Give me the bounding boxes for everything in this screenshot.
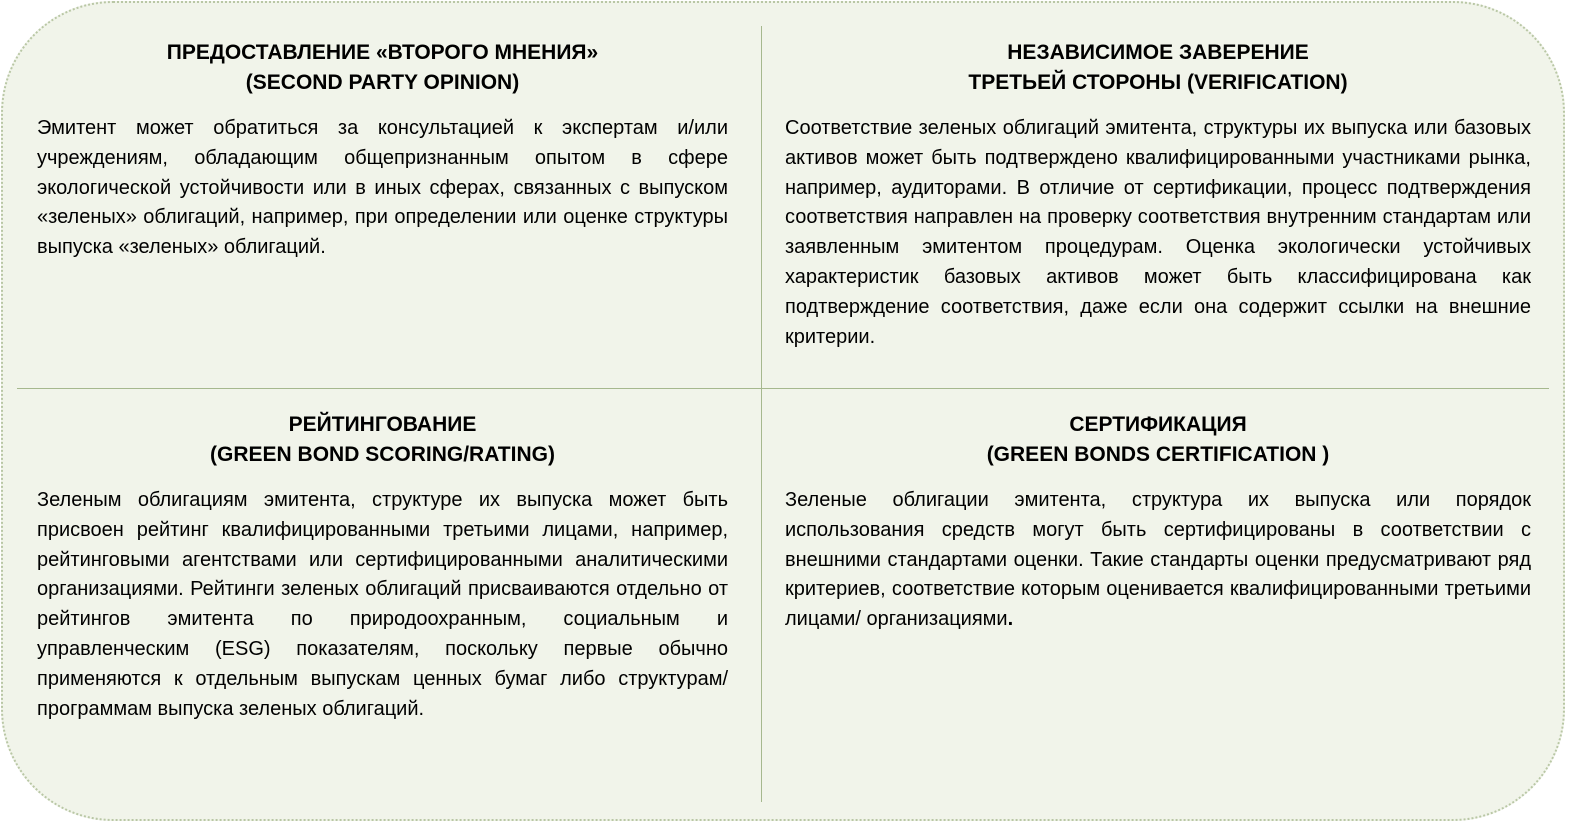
heading-line-2: (GREEN BONDS CERTIFICATION ) xyxy=(986,443,1330,466)
heading-line-2: ТРЕТЬЕЙ СТОРОНЫ (VERIFICATION) xyxy=(968,71,1348,94)
quadrant-body: Эмитент может обратиться за консультацией к экспертам и/или учреждениям, обладающим общепризнанным опытом в сфере экологической устойчивости или в иных сферах, связанных с выпуском «зеленых» облигаций, например, при определении или оценке структуры выпуска «зеленых» облигаций. xyxy=(37,117,728,259)
heading-line-1: РЕЙТИНГОВАНИЕ xyxy=(288,413,477,436)
quadrant-certification xyxy=(785,410,1531,635)
quadrant-body xyxy=(785,486,1531,635)
vertical-divider xyxy=(761,26,762,802)
heading-line-2: (SECOND PARTY OPINION) xyxy=(245,71,520,94)
heading-line-2: (GREEN BOND SCORING/RATING) xyxy=(210,443,555,466)
quadrant-heading xyxy=(37,410,728,470)
quadrant-second-party-opinion xyxy=(37,38,728,263)
heading-line-1: ПРЕДОСТАВЛЕНИЕ «ВТОРОГО МНЕНИЯ» xyxy=(166,41,599,64)
horizontal-divider xyxy=(17,388,1549,389)
quadrant-heading xyxy=(785,410,1531,470)
quadrant-rating xyxy=(37,410,728,724)
quadrant-body: Зеленым облигациям эмитента, структуре их выпуска может быть присвоен рейтинг квалифицированными третьими лицами, например, рейтинговыми агентствами или сертифицированными аналитическими организациями. Рейтинги зеленых облигаций присваиваются отдельно от рейтингов эмитента по природоохранным, социальным и управленческим (ESG) показателям, поскольку первые обычно применяются к отдельным выпускам ценных бумаг либо структурам/программам выпуска зеленых облигаций. xyxy=(37,489,728,720)
body-final-period: . xyxy=(1007,608,1014,631)
quadrant-body: Соответствие зеленых облигаций эмитента, структуры их выпуска или базовых активов может быть подтверждено квалифицированными участниками рынка, например, аудиторами. В отличие от сертификации, процесс подтверждения соответствия направлен на проверку соответствия внутренним стандартам или заявленным эмитентом процедурам. Оценка экологически устойчивых характеристик базовых активов может быть классифицирована как подтверждение соответствия, даже если она содержит ссылки на внешние критерии. xyxy=(785,117,1531,348)
quadrant-heading xyxy=(37,38,728,98)
heading-line-1: НЕЗАВИСИМОЕ ЗАВЕРЕНИЕ xyxy=(1007,41,1309,64)
quadrant-body-text: Зеленые облигации эмитента, структура их выпуска или порядок использования средств могут быть сертифицированы в соответствии с внешними стандартами оценки. Такие стандарты оценки предусматривают ряд критериев, соответствие которым оценивается квалифицированными третьими лицами/ организациями xyxy=(785,489,1531,631)
quadrant-heading xyxy=(785,38,1531,98)
heading-line-1: СЕРТИФИКАЦИЯ xyxy=(1069,413,1247,436)
quadrant-verification xyxy=(785,38,1531,352)
